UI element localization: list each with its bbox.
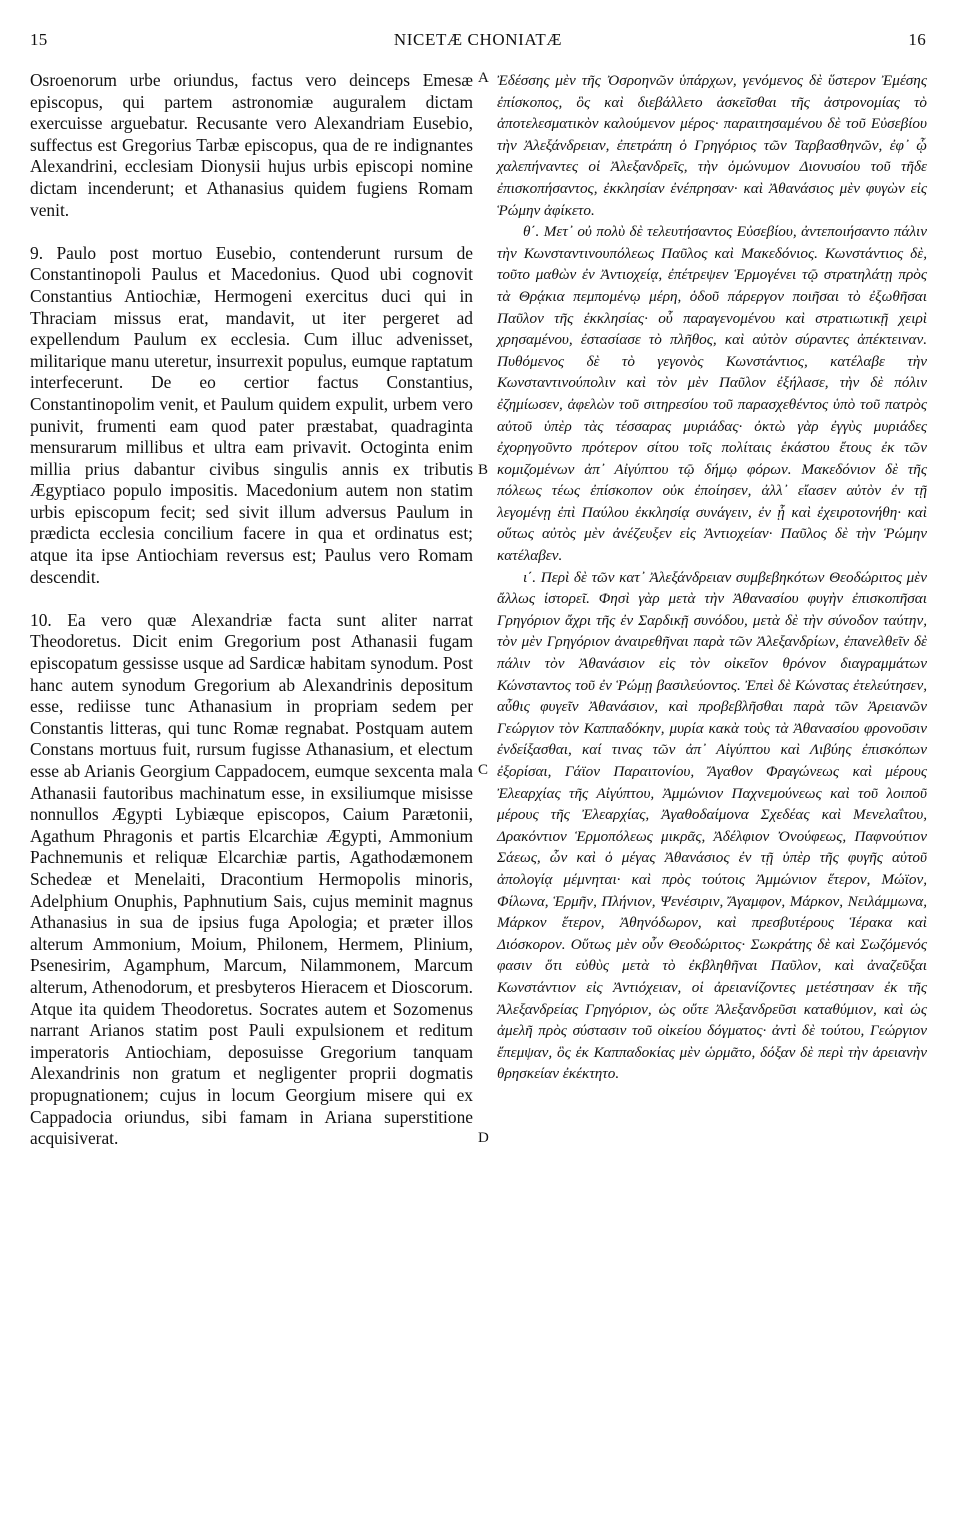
latin-paragraph-3: 10. Ea vero quæ Alexandriæ facta sunt aliter narrat Theodoretus. Dicit enim Gregorium post Athanasii fugam episcopatum gessisse usque ad Sardicæ habitam synodum. Post hanc autem synodum Gregorium ab Alexandrinis depositum esse, rediisse tunc Athanasium in propriam sedem per Constantis litteras, qui tunc Romæ regnabat. Postquam autem Constans mortuus fuit, rursum fugisse Athanasium, et electum esse ab Arianis Georgium Cappadocem, eumque sexcenta mala Athanasii fautoribus machinatum esse, in exsiliumque misisse nonnullos Ægypti Lybiæque episcopos, Caium Parætonii, Agathum Phragonis et partis Elcarchiæ Ægypti, Ammonium Pachnemunis et reliquæ Elcarchiæ partis, Agathodæmonem Schedeæ et Menelaiti, Dracontium Hermopolis minoris, Adelphium Onuphis, Paphnutium Sais, cujus meminit magnus Athanasius in sua de ipsius fuga Apologia; et præter illos alterum Ammonium, Moium, Philonem, Hermem, Plinium, Psenesirim, Agamphum, Marcum, Nilammonem, Marcum alterum, Athenodorum, et presbyteros Hieracem et Dioscorum. Atque ita quidem Theodoretus. Socrates autem et Sozomenus narrant Arianos statim post Pauli expulsionem et reditum imperatoris Antiochiam, deposuisse Gregorium tanquam Alexandrinis non gratum et negligenter proprii dogmatis propugnationem; cujus in locum Georgium misere qui ex Cappadocia oriundus, sibi famam in Ariana superstitione acquisiverat. <box>30 609 473 1149</box>
latin-paragraph-2: 9. Paulo post mortuo Eusebio, contenderunt rursum de Constantinopoli Paulus et Macedonius. Quod ubi cognovit Constantius Antiochiæ, Hermogeni exercitus duci qui in Thraciam missus erat, mandavit, ut iter pergeret ad expellendum Paulum ex ecclesia. Cum illuc advenisset, militarique manu uteretur, insurrexit populus, eumque raptatum interfecerunt. De eo certior factus Constantius, Constantinopolim venit, et Paulum quidem expulit, urbem vero punivit, frumenti eam quod pater præstabat, quadraginta mensurarum millibus et ultra eam privavit. Octoginta enim millia prius dabantur civibus singulis annis ex tributis Ægyptiaco populo impositis. Macedonium autem non statim urbis episcopum fecit; sed sivit illum adversus Paulum in prædicta ecclesia concilium facere in qua et ordinatus est; atque ita ipse Antiochiam reversus est; Paulus vero Romam descendit. <box>30 242 473 587</box>
latin-paragraph-1: Osroenorum urbe oriundus, factus vero deinceps Emesæ episcopus, qui partem astronomiæ auguralem dictam exercuisse arguebatur. Recusante vero Alexandriam Eusebio, suffectus est Gregorius Tarbæ episcopus, qua de re indignantes Alexandrini, ecclesiam Dionysii hujus urbis episcopi nomine dictam incenderunt; et Athanasius quidem fugiens Romam venit. <box>30 70 473 220</box>
margin-marker-b: B <box>478 462 489 478</box>
page-number-left: 15 <box>30 30 48 49</box>
margin-marker-c: C <box>478 762 489 778</box>
margin-marker-d: D <box>478 1130 489 1146</box>
latin-column <box>30 70 473 1150</box>
greek-paragraph-2: θ΄. Μετ᾽ οὐ πολὺ δὲ τελευτήσαντος Εὐσεβίου, ἀντεποιήσαντο πάλιν τὴν Κωνσταντινουπόλεως Παῦλος καὶ Μακεδόνιος. Κωνστάντιος δὲ, τοῦτο μαθὼν ἐν Ἀντιοχείᾳ, ἐπέτρεψεν Ἑρμογένει τῷ στρατηλάτῃ πρὸς τὰ Θρᾴκια πεμπομένῳ μέρη, ὁδοῦ πάρεργον ποιῆσαι τὸ ἐξωθῆσαι Παῦλον τῆς ἐκκλησίας· οὗ παραγενομένου καὶ στρατιωτικῇ χειρὶ χρησαμένου, ἐστασίασε τὸ πλῆθος, καὶ αὐτὸν σύραντες ἀπέκτειναν. Πυθόμενος δὲ τὸ γεγονὸς Κωνστάντιος, κατέλαβε τὴν Κωνσταντινούπολιν καὶ τὸν μὲν Παῦλον ἐξήλασε, τὴν δὲ πόλιν ἐζημίωσεν, ἀφελὼν τοῦ σιτηρεσίου τοῦ παρασχεθέντος ὑπὸ τοῦ πατρὸς αὐτοῦ ὑπὲρ τὰς τέσσαρας μυριάδας· ὀκτὼ γὰρ ἐγγὺς μυριάδες ἐχορηγοῦντο πρότερον σίτου τοῖς πολίταις ἑκάστου ἔτους ἐκ τῶν κομιζομένων ἀπ᾽ Αἰγύπτου τῷ δήμῳ φόρων. Μακεδόνιον δὲ τῆς πόλεως τέως ἐπίσκοπον οὐκ ἐποίησεν, ἀλλ᾽ εἴασεν αὐτὸν ἐν τῇ λεγομένῃ ἐπὶ Παύλου ἐκκλησίᾳ συνάγειν, ἐν ᾗ καὶ ἐχειροτονήθη· καὶ οὕτως αὐτὸς μὲν ἀνέζευξεν εἰς Ἀντιοχείαν· Παῦλος δὲ τὴν Ῥώμην κατέλαβεν. <box>497 223 927 565</box>
greek-column <box>497 70 927 1085</box>
running-header <box>30 28 926 58</box>
running-title: NICETÆ CHONIATÆ <box>393 30 563 49</box>
margin-marker-a: A <box>478 70 489 86</box>
greek-paragraph-1: Ἐδέσσης μὲν τῆς Ὀσροηνῶν ὑπάρχων, γενόμενος δὲ ὕστερον Ἐμέσης ἐπίσκοπος, ὃς καὶ διεβάλλετο ἀσκεῖσθαι τῆς ἀστρονομίας τὸ ἀποτελεσματικὸν καλούμενον μέρος· παραιτησαμένου δὲ τοῦ Εὐσεβίου τὴν Ἀλεξάνδρειαν, ἐπετράπη ὁ Γρηγόριος τῶν Ταρβασθηνῶν, ἐφ᾽ ᾧ χαλεπήναντες οἱ Ἀλεξανδρεῖς, τὴν ὁμώνυμον Διονυσίου τοῦ τῆδε ἐπισκοπήσαντος, ἐκκλησίαν ἐνέπρησαν· καὶ Ἀθανάσιος μὲν φυγὼν εἰς Ῥώμην ἀφίκετο. <box>497 72 927 219</box>
page-number-right: 16 <box>908 30 926 49</box>
greek-paragraph-3: ι΄. Περὶ δὲ τῶν κατ᾽ Ἀλεξάνδρειαν συμβεβηκότων Θεοδώριτος μὲν ἄλλως ἱστορεῖ. Φησὶ γὰρ μετὰ τὴν Ἀθανασίου φυγὴν ἐπισκοπῆσαι Γρηγόριον ἄχρι τῆς ἐν Σαρδικῇ συνόδου, μετὰ δὲ τὴν σύνοδον ταύτην, τὸν μὲν Γρηγόριον ἀναιρεθῆναι παρὰ τῶν Ἀλεξανδρίων, ἐπανελθεῖν δὲ πάλιν τὸν Ἀθανάσιον εἰς τὸν οἰκεῖον θρόνον διαγραμμάτων Κώνσταντος τοῦ ἐν Ῥώμῃ βασιλεύοντος. Ἐπεὶ δὲ Κώνστας ἐτελεύτησεν, αὖθις φυγεῖν Ἀθανάσιον, καὶ προβεβλῆσθαι παρὰ τῶν Ἀρειανῶν Γεώργιον τὸν Καππαδόκην, μυρία κακὰ τοὺς τὰ Ἀθανασίου φρονοῦσιν ἐνδείξασθαι, καί τινας τῶν ἀπ᾽ Αἰγύπτου καὶ Λιβύης ἐπισκόπων ἐξορίσαι, Γάϊον Παραιτονίου, Ἄγαθον Φραγώνεως καὶ μέρους Ἐλεαρχίας τῆς Αἰγύπτου, Ἀμμώνιον Παχνεμούνεως καὶ τοῦ λοιποῦ μέρους τῆς Ἐλεαρχίας, Ἀγαθοδαίμονα Σχεδέας καὶ Μενελαΐτου, Δρακόντιον Ἑρμοπόλεως μικρᾶς, Ἀδέλφιον Ὀνούφεως, Παφνούτιον Σάεως, ὧν καὶ ὁ μέγας Ἀθανάσιος ἐν τῇ ὑπὲρ τῆς φυγῆς αὐτοῦ ἀπολογίᾳ μέμνηται· καὶ πρὸς τούτοις Ἀμμώνιον ἕτερον, Μώϊον, Φίλωνα, Ἑρμῆν, Πλήνιον, Ψενέσιριν, Ἄγαμφον, Μάρκον, Νειλάμμωνα, Μάρκον ἕτερον, Ἀθηνόδωρον, καὶ πρεσβυτέρους Ἱέρακα καὶ Διόσκορον. Οὕτως μὲν οὖν Θεοδώριτος· Σωκράτης δὲ καὶ Σωζόμενός φασιν ὅτι εὐθὺς μετὰ τὸ ἐκβληθῆναι Παῦλον, καὶ ἀναζεῦξαι Κωνστάντιον εἰς Ἀντιόχειαν, οἱ ἀρειανίζοντες μετέστησαν ἐκ τῆς Ἀλεξανδρείας Γρηγόριον, ὡς οὔτε Ἀλεξανδρεῦσι καταθύμιον, καὶ ὡς ἀμελῆ πρὸς σύστασιν τοῦ οἰκείου δόγματος· ἀντὶ δὲ τούτου, Γεώργιον ἔπεμψαν, ὃς ἐκ Καππαδοκίας μὲν ὡρμᾶτο, δόξαν δὲ περὶ τὴν ἀρειανὴν θρησκείαν ἐκέκτητο. <box>497 568 927 1083</box>
